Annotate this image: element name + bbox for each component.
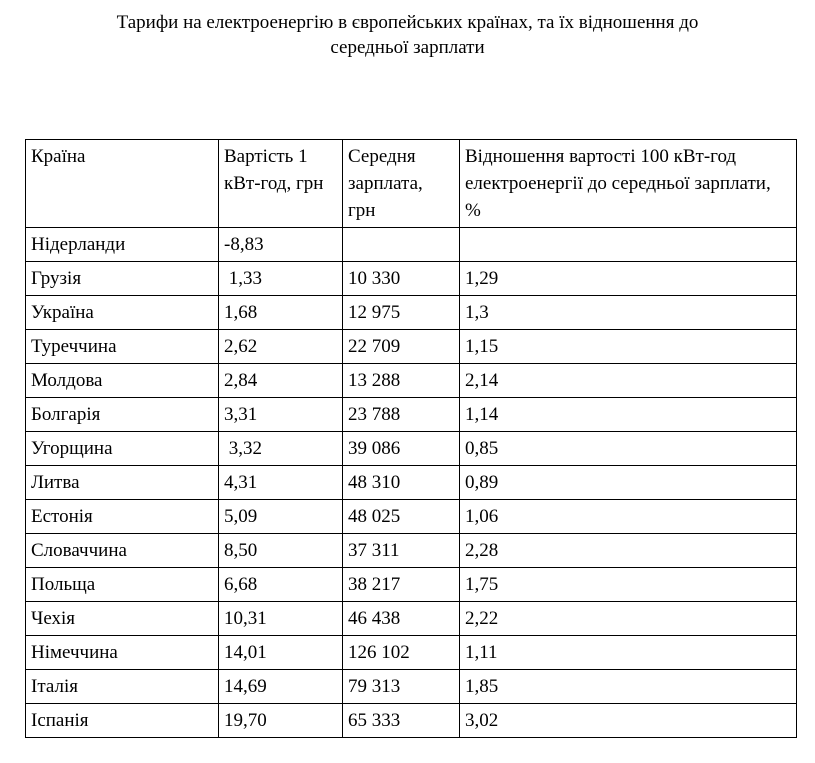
document-title — [0, 10, 815, 60]
cell-average-salary: 10 330 — [343, 262, 460, 296]
cell-average-salary: 46 438 — [343, 602, 460, 636]
table-header — [26, 140, 797, 228]
cell-average-salary: 23 788 — [343, 398, 460, 432]
cell-price-per-kwh: 3,32 — [219, 432, 343, 466]
cell-country: Нідерланди — [26, 228, 219, 262]
cell-country: Угорщина — [26, 432, 219, 466]
cell-price-per-kwh: 4,31 — [219, 466, 343, 500]
cell-price-per-kwh: 10,31 — [219, 602, 343, 636]
cell-ratio: 0,89 — [460, 466, 797, 500]
cell-average-salary: 48 025 — [343, 500, 460, 534]
cell-ratio: 2,22 — [460, 602, 797, 636]
cell-country: Литва — [26, 466, 219, 500]
cell-price-per-kwh: 1,33 — [219, 262, 343, 296]
table-row — [26, 432, 797, 466]
cell-country: Естонія — [26, 500, 219, 534]
cell-country: Італія — [26, 670, 219, 704]
cell-ratio: 1,75 — [460, 568, 797, 602]
cell-ratio: 1,15 — [460, 330, 797, 364]
cell-price-per-kwh: 1,68 — [219, 296, 343, 330]
cell-country: Україна — [26, 296, 219, 330]
cell-price-per-kwh: 14,69 — [219, 670, 343, 704]
cell-average-salary — [343, 228, 460, 262]
table-row — [26, 636, 797, 670]
cell-average-salary: 12 975 — [343, 296, 460, 330]
cell-price-per-kwh: 2,62 — [219, 330, 343, 364]
table-row — [26, 534, 797, 568]
table-row — [26, 466, 797, 500]
cell-country: Словаччина — [26, 534, 219, 568]
cell-average-salary: 13 288 — [343, 364, 460, 398]
cell-country: Болгарія — [26, 398, 219, 432]
header-row — [26, 140, 797, 228]
cell-ratio: 1,85 — [460, 670, 797, 704]
cell-price-per-kwh: 3,31 — [219, 398, 343, 432]
table-row — [26, 568, 797, 602]
cell-ratio: 2,14 — [460, 364, 797, 398]
cell-ratio: 3,02 — [460, 704, 797, 738]
cell-country: Грузія — [26, 262, 219, 296]
header-price-per-kwh: Вартість 1 кВт-год, грн — [219, 140, 343, 228]
table-row — [26, 500, 797, 534]
cell-average-salary: 79 313 — [343, 670, 460, 704]
table-row — [26, 602, 797, 636]
cell-average-salary: 39 086 — [343, 432, 460, 466]
cell-average-salary: 22 709 — [343, 330, 460, 364]
cell-price-per-kwh: 14,01 — [219, 636, 343, 670]
cell-country: Іспанія — [26, 704, 219, 738]
header-ratio: Відношення вартості 100 кВт-год електроенергії до середньої зарплати, % — [460, 140, 797, 228]
cell-ratio: 1,14 — [460, 398, 797, 432]
cell-price-per-kwh: 19,70 — [219, 704, 343, 738]
table-row — [26, 398, 797, 432]
cell-average-salary: 126 102 — [343, 636, 460, 670]
cell-price-per-kwh: 6,68 — [219, 568, 343, 602]
tariffs-table — [25, 139, 797, 738]
cell-price-per-kwh: -8,83 — [219, 228, 343, 262]
cell-ratio: 1,11 — [460, 636, 797, 670]
table-row — [26, 704, 797, 738]
cell-ratio: 0,85 — [460, 432, 797, 466]
table-row — [26, 296, 797, 330]
cell-country: Польща — [26, 568, 219, 602]
table-row — [26, 330, 797, 364]
cell-country: Молдова — [26, 364, 219, 398]
cell-ratio: 1,29 — [460, 262, 797, 296]
table-row — [26, 228, 797, 262]
cell-price-per-kwh: 2,84 — [219, 364, 343, 398]
table-row — [26, 364, 797, 398]
cell-country: Чехія — [26, 602, 219, 636]
cell-ratio: 1,3 — [460, 296, 797, 330]
cell-average-salary: 48 310 — [343, 466, 460, 500]
cell-average-salary: 38 217 — [343, 568, 460, 602]
cell-ratio — [460, 228, 797, 262]
document-title-line-2: середньої зарплати — [330, 37, 485, 58]
cell-country: Туреччина — [26, 330, 219, 364]
table-row — [26, 670, 797, 704]
cell-average-salary: 65 333 — [343, 704, 460, 738]
cell-ratio: 1,06 — [460, 500, 797, 534]
document-title-line-1: Тарифи на електроенергію в європейських країнах, та їх відношення до — [116, 12, 699, 33]
cell-price-per-kwh: 5,09 — [219, 500, 343, 534]
table-row — [26, 262, 797, 296]
cell-average-salary: 37 311 — [343, 534, 460, 568]
cell-ratio: 2,28 — [460, 534, 797, 568]
cell-price-per-kwh: 8,50 — [219, 534, 343, 568]
header-average-salary: Середня зарплата, грн — [343, 140, 460, 228]
header-country: Країна — [26, 140, 219, 228]
cell-country: Німеччина — [26, 636, 219, 670]
table-body — [26, 228, 797, 738]
